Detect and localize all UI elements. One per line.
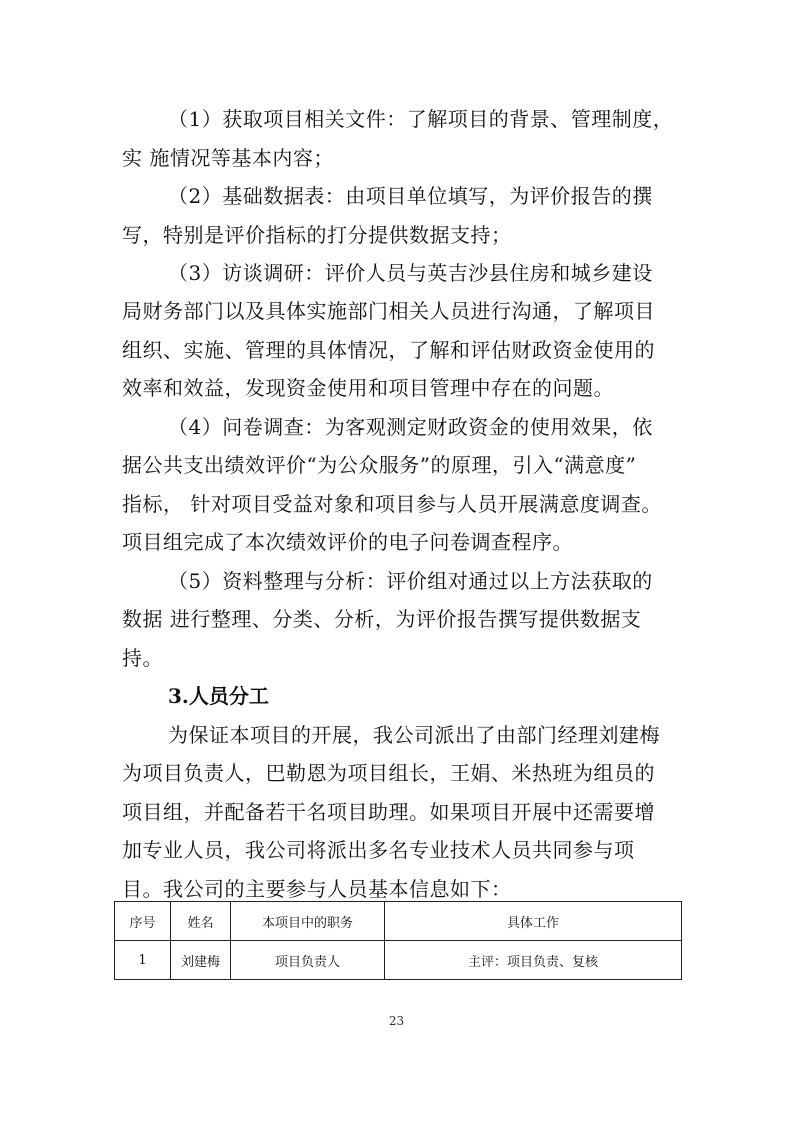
paragraph-line: 写，特别是评价指标的打分提供数据支持；: [122, 223, 512, 247]
table-header-cell: 具体工作: [385, 902, 682, 941]
paragraph-line: （3）访谈调研：评价人员与英吉沙县住房和城乡建设: [168, 261, 653, 285]
paragraph-line: 数据 进行整理、分类、分析，为评价报告撰写提供数据支: [122, 607, 642, 631]
table-cell: 主评：项目负责、复核: [385, 941, 682, 980]
paragraph-line: 为保证本项目的开展，我公司派出了由部门经理刘建梅: [168, 723, 660, 747]
paragraph-line: 持。: [122, 646, 163, 670]
paragraph-line: （5）资料整理与分析：评价组对通过以上方法获取的: [168, 569, 653, 593]
paragraph-line: 项目组完成了本次绩效评价的电子问卷调查程序。: [122, 530, 573, 554]
table-row: [115, 941, 682, 980]
staff-table: [114, 901, 682, 980]
table-header-cell: 姓名: [171, 902, 231, 941]
paragraph-line: 项目组，并配备若干名项目助理。如果项目开展中还需要增: [122, 800, 655, 824]
paragraph-line: （1）获取项目相关文件：了解项目的背景、管理制度，: [168, 107, 674, 131]
paragraph-line: 据公共支出绩效评价“为公众服务”的原理，引入“满意度”: [122, 453, 637, 477]
paragraph-line: 效率和效益，发现资金使用和项目管理中存在的问题。: [122, 376, 614, 400]
paragraph-line: 为项目负责人，巴勒恩为项目组长，王娟、米热班为组员的: [122, 761, 655, 785]
table-cell: 1: [115, 941, 171, 980]
paragraph-line: （4）问卷调查：为客观测定财政资金的使用效果，依: [168, 415, 653, 439]
paragraph-line: 加专业人员，我公司将派出多名专业技术人员共同参与项: [122, 838, 635, 862]
page-number: 23: [388, 1014, 405, 1028]
table-header-cell: 序号: [115, 902, 171, 941]
paragraph-line: 指标， 针对项目受益对象和项目参与人员开展满意度调查。: [122, 492, 662, 516]
table-cell: 项目负责人: [231, 941, 385, 980]
table-header-row: [115, 902, 682, 941]
paragraph-line: 目。我公司的主要参与人员基本信息如下：: [122, 877, 512, 901]
paragraph-line: 局财务部门以及具体实施部门相关人员进行沟通，了解项目: [122, 299, 655, 323]
paragraph-line: （2）基础数据表：由项目单位填写，为评价报告的撰: [168, 184, 653, 208]
table-header-cell: 本项目中的职务: [231, 902, 385, 941]
paragraph-line: 实 施情况等基本内容；: [122, 146, 334, 170]
section-heading: 3.人员分工: [168, 684, 269, 708]
paragraph-line: 组织、实施、管理的具体情况，了解和评估财政资金使用的: [122, 338, 655, 362]
table-cell: 刘建梅: [171, 941, 231, 980]
